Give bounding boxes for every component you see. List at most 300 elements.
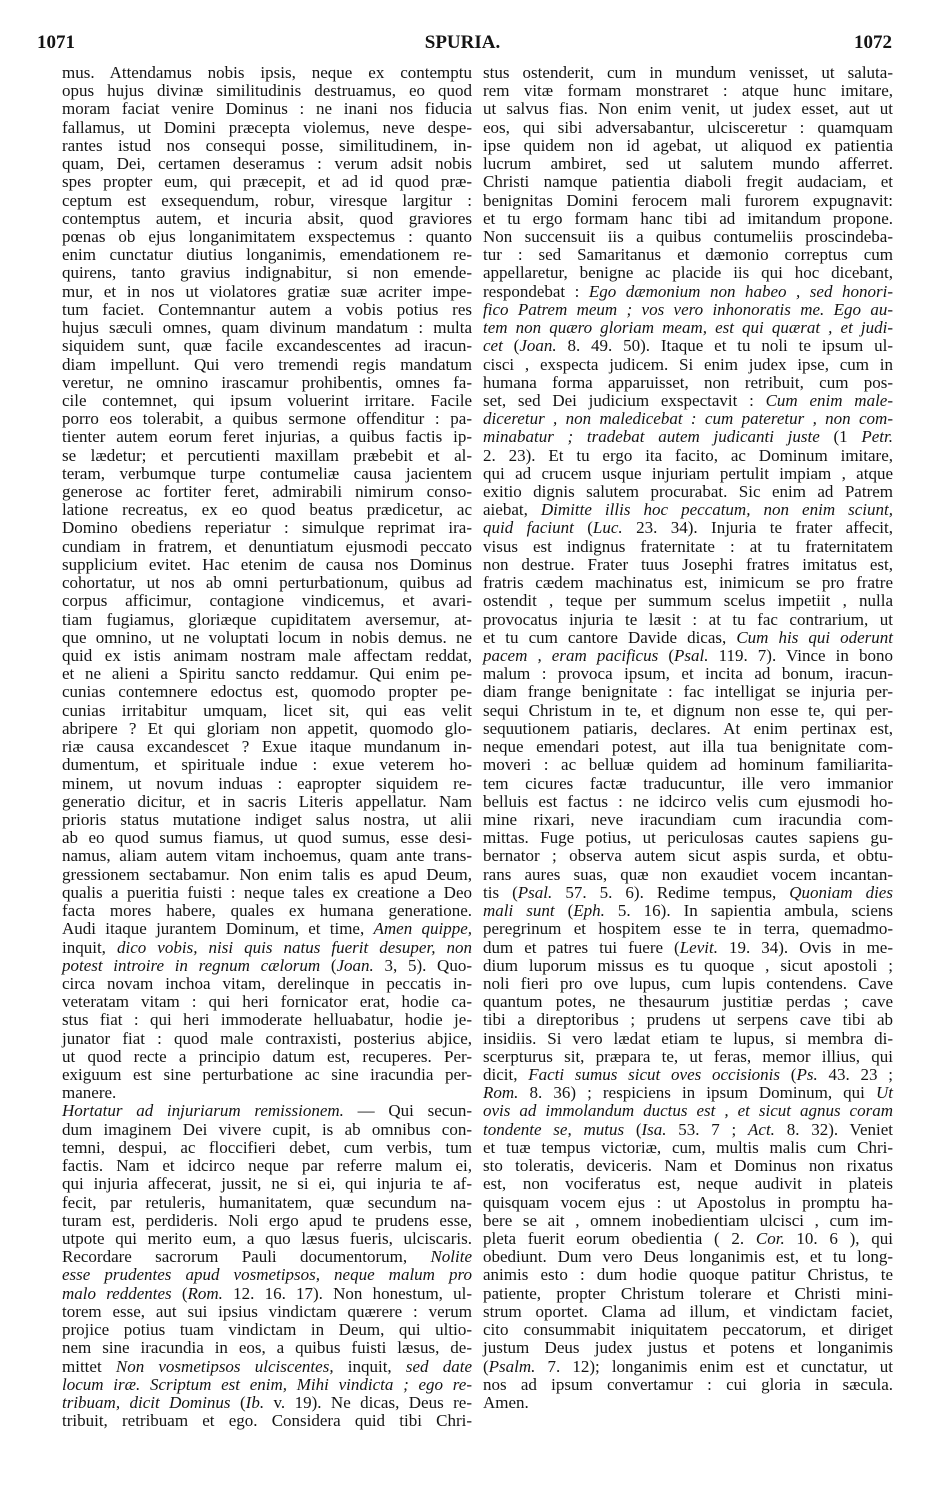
line-text — [483, 774, 893, 793]
text-segment: appellaretur, benigne ac placide iis qui hoc dicebant, — [483, 263, 893, 283]
line-text — [483, 992, 893, 1011]
text-segment: enim cunctatur diutius longanimis, emendationem re- — [62, 245, 472, 265]
line-text — [62, 1338, 472, 1357]
text-line — [62, 1358, 472, 1376]
text-segment: bernator ; observa autem sicut aspis surda, et obtu- — [483, 846, 893, 866]
text-segment: humana forma apparuisset, non retribuit, cum pos- — [483, 372, 893, 392]
text-segment: exitio dignis salutem procurabat. Sic enim ad Patrem — [483, 482, 893, 502]
text-line — [62, 538, 472, 556]
text-line — [62, 82, 472, 100]
line-text — [483, 1010, 893, 1029]
line-text — [483, 1174, 893, 1193]
line-text — [483, 573, 893, 592]
text-line — [62, 1303, 472, 1321]
text-segment: 57. 5. 6). Redime tempus, — [552, 882, 790, 902]
line-text — [62, 373, 472, 392]
line-text — [62, 828, 472, 847]
line-text — [483, 1047, 893, 1066]
text-line — [62, 465, 472, 483]
text-line — [62, 1321, 472, 1339]
italic-text: Hortatur ad injuriarum remissionem. — [62, 1101, 344, 1121]
line-text — [483, 755, 893, 774]
text-segment: 7. 12); longanimis enim est et cunctatur, ut — [535, 1356, 893, 1376]
italic-text: locum iræ. Scriptum est enim, Mihi vindicta ; ego re- — [62, 1374, 472, 1394]
text-segment: sequutionem patiaris, declares. At enim pertinax est, — [483, 718, 893, 738]
text-line — [483, 920, 893, 938]
text-segment: respondebat : — [483, 281, 589, 301]
text-segment: 19. 34). Ovis in me- — [717, 937, 894, 957]
text-line — [483, 1048, 893, 1066]
text-line — [483, 173, 893, 191]
line-text — [62, 1211, 472, 1230]
line-text — [62, 209, 472, 228]
running-title: SPURIA. — [424, 32, 501, 53]
text-segment: 23. 34). Injuria te frater affecit, — [622, 518, 893, 538]
line-text — [483, 446, 893, 465]
line-text — [483, 628, 893, 647]
line-text — [62, 81, 472, 100]
line-text — [62, 737, 472, 756]
italic-text: fico Patrem meum ; vos vero inhonoratis me. Ego au- — [483, 299, 893, 319]
text-line — [62, 210, 472, 228]
text-segment: ut salvus fias. Non enim venit, ut judex esset, aut ut — [483, 99, 893, 119]
line-text — [483, 1193, 893, 1212]
text-segment: Non succensuit iis a quibus contumeliis proscindeba- — [483, 226, 893, 246]
text-segment: cohortatur, ut nos ab omni perturbationum, quibus ad — [62, 573, 472, 593]
line-text — [483, 1138, 893, 1157]
text-line — [62, 665, 472, 683]
italic-text: ovis ad immolandum ductus est , et sicut agnus coram — [483, 1101, 893, 1121]
italic-text: Dimitte illis hoc peccatum, non enim sciunt, — [540, 500, 893, 520]
text-segment: abripere ? Et qui gloriam non appetit, quomodo glo- — [62, 718, 472, 738]
text-line — [483, 665, 893, 683]
text-line — [483, 1102, 893, 1120]
line-text — [62, 1284, 472, 1303]
italic-text: Act. — [748, 1119, 775, 1139]
text-line — [62, 374, 472, 392]
line-text — [62, 1357, 472, 1376]
line-text — [62, 1193, 472, 1212]
italic-text: diceretur , non maledicebat : cum pateretur , non com- — [483, 409, 893, 429]
text-segment: Domino obediens reperiatur : simulque reprimat ira- — [62, 518, 472, 538]
text-segment: v. 19). Ne dicas, Deus re- — [264, 1392, 472, 1412]
text-segment: torem esse, aut sui ipsius vindictam quærere : verum — [62, 1301, 472, 1321]
text-segment: ceptum est exsequendum, robur, viresque largitur : — [62, 190, 472, 210]
line-text — [62, 1247, 472, 1266]
line-text — [62, 1375, 472, 1394]
text-line — [483, 1339, 893, 1357]
text-segment: riæ causa excandescet ? Exue itaque mundanum in- — [62, 737, 472, 757]
line-text — [483, 464, 893, 483]
text-segment: ab eo quod sumus fiamus, ut quod sumus, esse desi- — [62, 828, 472, 848]
text-segment: quirens, tanto gravius indignabitur, si non emende- — [62, 263, 472, 283]
text-line — [483, 829, 893, 847]
text-segment: rans aures suas, quæ non exaudiet vocem incantan- — [483, 864, 893, 884]
line-text — [62, 1229, 472, 1248]
italic-text: quid faciunt — [483, 518, 574, 538]
text-line — [62, 1157, 472, 1175]
line-text — [483, 555, 893, 574]
text-segment: ut quod recte a principio datum est, recuperes. Per- — [62, 1046, 472, 1066]
text-segment: justum Deus judex justus et potens et longanimis — [483, 1338, 893, 1358]
text-line — [62, 592, 472, 610]
text-segment: qui ad crucem usque injuriam pertulit impiam , atque — [483, 463, 893, 483]
text-segment: cile contemnet, qui ipsum voluerint irritare. Facile — [62, 390, 472, 410]
text-line — [62, 902, 472, 920]
line-text — [62, 63, 472, 82]
text-segment: peregrinum et hospitem esse te in terra, quemadmo- — [483, 919, 893, 939]
text-segment: sequi Christum in te, et dignum non esse te, qui per- — [483, 700, 893, 720]
text-segment: inquit, — [62, 937, 117, 957]
line-text — [483, 537, 893, 556]
text-segment: generatio dicitur, et in sacris Literis appellatur. Nam — [62, 791, 472, 811]
italic-text: dico vobis, nisi quis natus fuerit desuper, non — [116, 937, 473, 957]
line-text — [483, 118, 893, 137]
text-segment: animis esto : dum hodie quoque patitur Christus, te — [483, 1265, 893, 1285]
text-line — [62, 939, 472, 957]
text-line — [62, 192, 472, 210]
text-line — [483, 301, 893, 319]
text-segment: tiam fugiamus, gloriæque cupiditatem aversemur, at- — [62, 609, 472, 629]
line-text — [62, 1320, 472, 1339]
text-segment: ( — [320, 955, 337, 975]
text-line — [483, 1394, 893, 1412]
text-segment: mittet — [62, 1356, 116, 1376]
text-line — [62, 920, 472, 938]
text-segment: fallamus, ut Domini præcepta violemus, neve despe- — [62, 117, 472, 137]
text-line — [483, 1266, 893, 1284]
italic-text: tribuam, dicit Dominus — [62, 1392, 231, 1412]
text-line — [62, 975, 472, 993]
text-segment: quantum potes, ne thesaurum justitiæ perdas ; cave — [483, 992, 893, 1012]
text-line — [62, 173, 472, 191]
text-segment: veteratam vitam : qui heri fornicator erat, hodie ca- — [62, 992, 472, 1012]
text-line — [483, 1321, 893, 1339]
line-text — [483, 1083, 893, 1102]
text-line — [483, 683, 893, 701]
line-text — [62, 938, 472, 957]
text-line — [483, 1248, 893, 1266]
text-segment: ( — [502, 336, 520, 356]
line-text — [483, 1156, 893, 1175]
text-segment: qui injuria affecerat, jussit, ne si ei, qui injuria te af- — [62, 1174, 472, 1194]
text-segment: tum faciet. Contemnantur autem a vobis potius res — [62, 299, 472, 319]
text-segment: mur, et in nos ut violatores gratiæ suæ acriter impe- — [62, 281, 472, 301]
text-segment: obediunt. Dum vero Deus longanimis est, et tu long- — [483, 1247, 893, 1267]
line-text — [62, 464, 472, 483]
text-line — [62, 137, 472, 155]
italic-text: Rom. — [483, 1083, 519, 1103]
text-segment: quid ex istis animam nostram male affectam reddat, — [62, 646, 472, 665]
line-text — [483, 500, 893, 519]
italic-text: cet — [483, 336, 503, 356]
text-line — [62, 811, 472, 829]
text-segment: siquidem sunt, quæ facile excandescentes ad iracun- — [62, 336, 472, 356]
text-line — [62, 264, 472, 282]
text-line — [483, 246, 893, 264]
text-segment: et tu ergo formam hanc tibi ad imitandum propone. — [483, 208, 893, 228]
italic-text: Luc. — [592, 518, 623, 538]
line-text — [62, 573, 472, 592]
line-text — [62, 482, 472, 501]
text-segment: 12. 16. 17). Non honestum, ul- — [222, 1283, 472, 1303]
text-line — [62, 283, 472, 301]
text-segment: Amen. — [483, 1392, 529, 1412]
text-segment: prioris status mutatione indiget salus nostra, ut alii — [62, 809, 472, 829]
line-text — [483, 1247, 893, 1266]
text-segment: turam est, perdideris. Noli ergo apud te prudens esse, — [62, 1210, 472, 1230]
line-text — [62, 136, 472, 155]
line-text — [483, 1338, 893, 1357]
text-line — [62, 1394, 472, 1412]
text-line — [483, 1212, 893, 1230]
text-segment: ( — [230, 1392, 246, 1412]
text-segment: dum et patres tui fuere ( — [483, 937, 680, 957]
text-line — [62, 884, 472, 902]
text-segment: generose ac fortiter feret, admirabili nimirum conso- — [62, 482, 472, 502]
text-segment: (1 — [819, 427, 862, 447]
text-segment: neque emendari potest, aut illa tua benignitate com- — [483, 737, 893, 757]
text-line — [483, 1230, 893, 1248]
text-segment: Recordare sacrorum Pauli documentorum, — [62, 1247, 431, 1267]
text-line — [483, 1376, 893, 1394]
line-text — [62, 883, 472, 902]
line-text — [62, 1302, 472, 1321]
line-text — [62, 1029, 472, 1048]
line-text — [483, 865, 893, 884]
text-segment: junator fiat : quod male contraxisti, posterius abjice, — [62, 1028, 472, 1048]
text-segment: scerpturus sit, præpara te, ut feras, memor illius, qui — [483, 1046, 893, 1066]
line-text — [483, 391, 893, 410]
line-text — [62, 99, 472, 118]
line-text — [483, 1120, 893, 1139]
text-line — [483, 410, 893, 428]
line-text — [483, 154, 893, 173]
line-text — [483, 136, 893, 155]
text-segment: exiguum est sine perturbatione ac sine iracundia per- — [62, 1065, 472, 1085]
text-line — [483, 1175, 893, 1193]
line-text — [483, 610, 893, 629]
line-text — [62, 846, 472, 865]
italic-text: Cum enim male- — [765, 390, 894, 410]
line-text — [483, 1393, 529, 1412]
text-segment: ipse quidem non id agebat, ut aliquod ex patientia — [483, 135, 893, 155]
text-line — [483, 1303, 893, 1321]
line-text — [62, 628, 472, 647]
text-segment: quam, Dei, certamen deseramus : verum adsit nobis — [62, 154, 472, 174]
text-segment: 3, 5). Quo- — [373, 955, 472, 975]
text-line — [62, 1102, 472, 1120]
text-segment: inquit, — [333, 1356, 406, 1376]
italic-text: Levit. — [679, 937, 718, 957]
text-line — [483, 447, 893, 465]
italic-text: Ego dæmonium non habeo , sed honori- — [588, 281, 893, 301]
text-line — [62, 1376, 472, 1394]
line-text — [483, 701, 893, 720]
text-line — [483, 556, 893, 574]
italic-text: Isa. — [641, 1119, 667, 1139]
text-segment: hujus sæculi omnes, quam divinum mandatum : multa — [62, 318, 472, 338]
text-line — [483, 1030, 893, 1048]
line-text — [483, 919, 893, 938]
line-text — [62, 1156, 472, 1175]
text-line — [483, 866, 893, 884]
text-segment: strum oportet. Clama ad illum, et vindictam faciet, — [483, 1301, 893, 1321]
text-segment: tem cicures factæ traducuntur, ille vero immanior — [483, 773, 893, 793]
text-segment: quisquam vocem ejus : ut Apostolus in promptu ha- — [483, 1192, 893, 1212]
text-line — [62, 1066, 472, 1084]
text-segment: utpote qui merito eum, a quo læsus fueris, ulciscaris. — [62, 1229, 472, 1248]
line-text — [483, 81, 893, 100]
text-segment: eos, qui sibi adversabantur, ulcisceretur : quamquam — [483, 117, 893, 137]
text-line — [62, 301, 472, 319]
text-line — [62, 629, 472, 647]
text-line — [62, 228, 472, 246]
text-line — [62, 1194, 472, 1212]
line-text — [483, 938, 893, 957]
text-segment: ( — [573, 518, 593, 538]
text-line — [62, 957, 472, 975]
text-line — [62, 319, 472, 337]
text-segment: nem sine iracundia in eos, a quibus fuisti læsus, de- — [62, 1338, 472, 1358]
text-line — [483, 1121, 893, 1139]
line-text — [62, 992, 472, 1011]
text-line — [62, 337, 472, 355]
text-segment: temni, despui, ac floccifieri debet, cum verbis, tum — [62, 1137, 472, 1157]
text-line — [62, 356, 472, 374]
text-segment: 8. 36) ; respiciens in ipsum Dominum, qui — [518, 1083, 876, 1103]
text-segment: rantes istud nos consequi posse, similitudinem, in- — [62, 135, 472, 155]
line-text — [62, 792, 472, 811]
line-text — [62, 355, 472, 374]
italic-text: pacem , eram pacificus — [483, 646, 659, 665]
text-line — [483, 902, 893, 920]
italic-text: Psal. — [674, 646, 709, 665]
text-segment: spes propter eum, qui præcepit, et ad id quod præ- — [62, 172, 472, 192]
text-line — [483, 119, 893, 137]
italic-text: Joan. — [336, 955, 374, 975]
text-segment: namus, aliam autem vitam inchoemus, quam ante trans- — [62, 846, 472, 866]
line-text — [62, 300, 472, 319]
text-line — [62, 993, 472, 1011]
text-segment: tribuit, retribuam et ego. Considera quid tibi Chri- — [62, 1411, 472, 1431]
italic-text: Petr. — [861, 427, 893, 447]
line-text — [483, 1284, 893, 1303]
text-line — [483, 483, 893, 501]
italic-text: Rom. — [187, 1283, 223, 1303]
line-text — [483, 901, 893, 920]
text-segment: stus fiat : qui heri immoderate helluabatur, hodie je- — [62, 1010, 472, 1030]
text-line — [62, 1011, 472, 1029]
text-line — [483, 137, 893, 155]
text-line — [483, 465, 893, 483]
text-line — [62, 775, 472, 793]
text-segment: ( — [483, 1356, 489, 1376]
line-text — [62, 172, 472, 191]
italic-text: Joan. — [519, 336, 557, 356]
line-text — [483, 883, 893, 902]
line-text — [483, 318, 893, 337]
text-segment: corpus afficimur, contagione vindicemus, et avari- — [62, 591, 472, 611]
text-line — [483, 611, 893, 629]
text-line — [483, 793, 893, 811]
line-text — [483, 336, 893, 355]
text-segment: manere. — [62, 1083, 117, 1103]
text-line — [483, 228, 893, 246]
text-line — [62, 720, 472, 738]
text-line — [483, 993, 893, 1011]
line-text — [62, 191, 472, 210]
text-line — [62, 501, 472, 519]
text-line — [62, 100, 472, 118]
text-line — [483, 155, 893, 173]
text-segment: stus ostenderit, cum in mundum venisset, ut saluta- — [483, 63, 893, 82]
italic-text: potest introire in regnum cælorum — [62, 955, 321, 975]
line-text — [62, 664, 472, 683]
text-segment: nos ad ipsum convertamur : cui gloria in sæcula. — [483, 1374, 893, 1394]
line-text — [62, 1393, 472, 1412]
text-segment: est, non vociferatus est, neque audivit in plateis — [483, 1174, 893, 1194]
line-text — [62, 646, 472, 665]
text-line — [62, 647, 472, 665]
line-text — [483, 792, 893, 811]
text-segment: dumentum, et spirituale indue : exue veterem ho- — [62, 755, 472, 775]
text-segment: gressionem sectabamur. Non enim talis es apud Deum, — [62, 864, 472, 884]
line-text — [62, 682, 472, 701]
italic-text: Amen quippe, — [373, 919, 472, 939]
line-text — [62, 1047, 472, 1066]
line-text — [483, 1357, 893, 1376]
text-segment: et ne alieni a Spiritu sancto reddamur. Qui enim pe- — [62, 664, 472, 684]
text-segment: porro eos tolerabit, a quibus sermone offenditur : pa- — [62, 409, 472, 429]
text-segment: set, sed Dei judicium exspectavit : — [483, 390, 766, 410]
text-line — [62, 866, 472, 884]
text-segment: tienter autem eorum feret injurias, a quibus factis ip- — [62, 427, 472, 447]
text-line — [62, 1339, 472, 1357]
italic-text: Quoniam dies — [789, 882, 893, 902]
text-line — [483, 1157, 893, 1175]
line-text — [62, 154, 472, 173]
italic-text: Nolite — [430, 1247, 472, 1267]
text-line — [483, 501, 893, 519]
italic-text: Non vosmetipsos ulciscentes, — [115, 1356, 334, 1376]
text-segment: benignitas Domini ferocem mali furorem expugnavit: — [483, 190, 893, 210]
line-text — [62, 1411, 472, 1430]
line-text — [62, 282, 472, 301]
text-segment: se lædetur; et percutienti maxillam præbebit et al- — [62, 445, 472, 465]
text-line — [483, 264, 893, 282]
line-text — [483, 1229, 893, 1248]
text-line — [483, 847, 893, 865]
text-segment: ( — [658, 646, 674, 665]
text-line — [62, 1248, 472, 1266]
italic-text: minabatur ; tradebat autem judicanti juste — [483, 427, 820, 447]
line-text — [483, 1065, 893, 1084]
text-segment: cunias contemnere edoctus est, quomodo propter pe- — [62, 682, 472, 702]
italic-text: Eph. — [573, 901, 605, 921]
text-segment: Audi itaque jurantem Dominum, et time, — [62, 919, 374, 939]
line-text — [483, 1320, 893, 1339]
line-text — [62, 1174, 472, 1193]
text-line — [62, 392, 472, 410]
line-text — [62, 500, 472, 519]
text-segment: tibi a direptoribus ; prudens ut serpens cave tibi ab — [483, 1010, 893, 1030]
text-segment: 53. 7 ; — [666, 1119, 749, 1139]
line-text — [483, 956, 893, 975]
line-text — [62, 1138, 472, 1157]
line-text — [483, 263, 893, 282]
text-segment: malum : provoca ipsum, et incita ad bonum, iracun- — [483, 664, 893, 684]
